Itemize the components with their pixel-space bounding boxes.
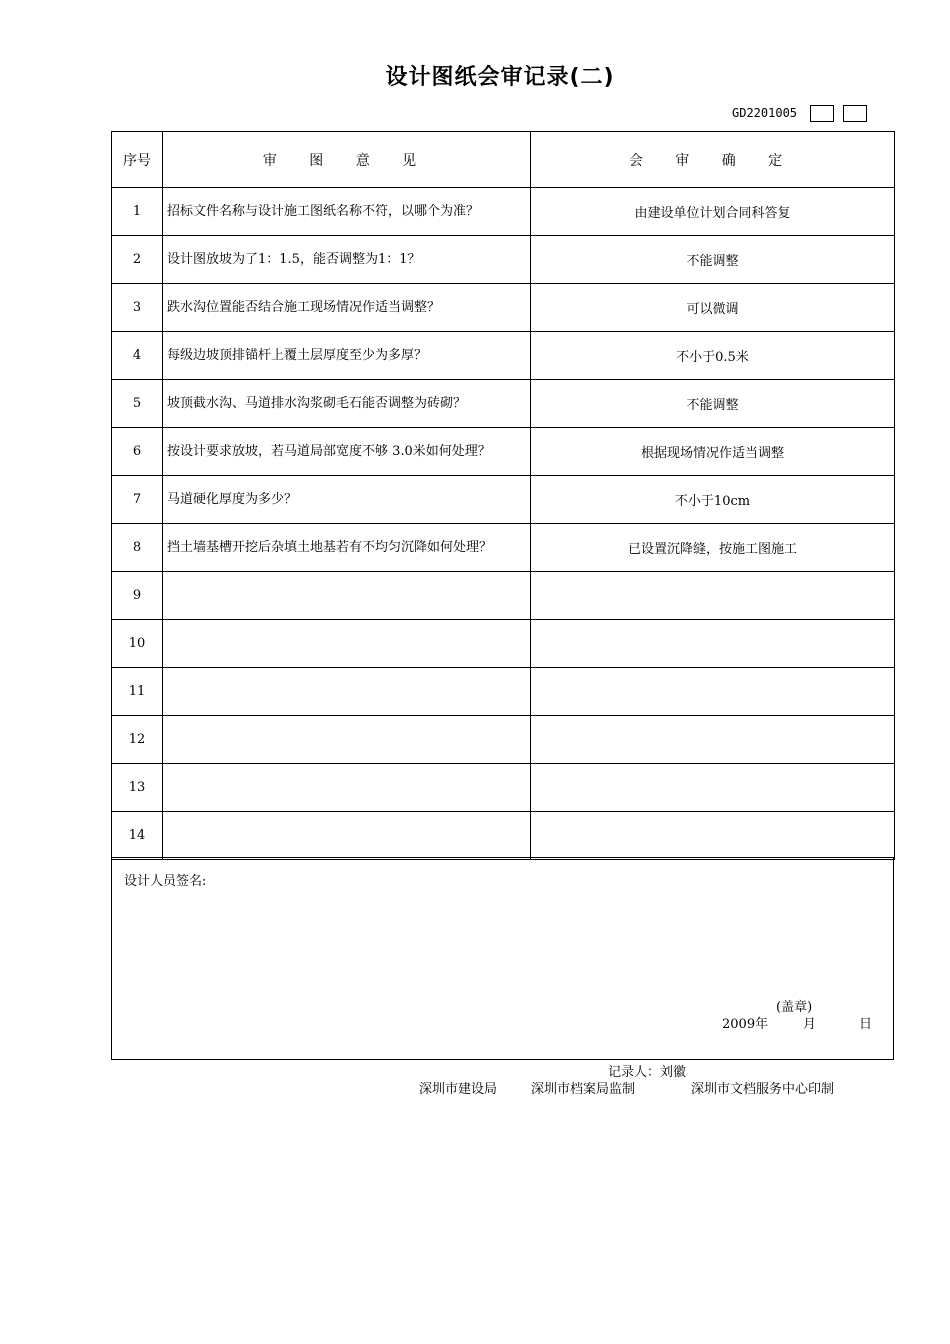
table-row [112,524,895,572]
row-seq: 7 [112,476,163,524]
table-row [112,572,895,620]
row-seq: 2 [112,236,163,284]
row-seq: 13 [112,764,163,812]
date-month: 月 [803,1017,817,1032]
table-row [112,764,895,812]
signature-label: 设计人员签名: [124,874,207,889]
row-seq: 9 [112,572,163,620]
table-row [112,620,895,668]
form-code: GD2201005 [732,106,798,120]
row-confirm: 根据现场情况作适当调整 [531,428,895,476]
row-opinion: 坡顶截水沟、马道排水沟浆砌毛石能否调整为砖砌？ [163,380,531,428]
page-title: 设计图纸会审记录(二) [385,65,615,90]
row-opinion [163,764,531,812]
signature-area [111,857,894,1060]
row-seq: 4 [112,332,163,380]
row-seq: 8 [112,524,163,572]
date-day: 日 [859,1017,873,1032]
footer-archives-bureau: 深圳市档案局监制 [531,1082,636,1097]
code-box-1[interactable] [810,105,834,122]
table-header-row [112,132,895,188]
row-confirm [531,620,895,668]
footer-document-center: 深圳市文档服务中心印制 [691,1082,835,1097]
footer-construction-bureau: 深圳市建设局 [419,1082,498,1097]
row-seq: 11 [112,668,163,716]
table-row [112,716,895,764]
row-seq: 3 [112,284,163,332]
table-row [112,476,895,524]
row-opinion: 按设计要求放坡，若马道局部宽度不够 3.0米如何处理？ [163,428,531,476]
row-opinion [163,620,531,668]
row-confirm [531,668,895,716]
review-table [111,131,895,860]
table-row [112,428,895,476]
seal-label: (盖章) [776,1000,813,1015]
row-seq: 1 [112,188,163,236]
row-confirm: 不能调整 [531,380,895,428]
row-confirm: 由建设单位计划合同科答复 [531,188,895,236]
recorder: 记录人：刘徽 [608,1065,687,1080]
row-opinion: 招标文件名称与设计施工图纸名称不符，以哪个为准？ [163,188,531,236]
row-seq: 10 [112,620,163,668]
row-opinion [163,572,531,620]
table-row [112,332,895,380]
row-opinion: 设计图放坡为了1：1.5，能否调整为1：1？ [163,236,531,284]
row-seq: 5 [112,380,163,428]
row-confirm [531,812,895,860]
date-year: 2009年 [722,1017,769,1032]
row-opinion: 挡土墙基槽开挖后杂填土地基若有不均匀沉降如何处理？ [163,524,531,572]
table-row [112,236,895,284]
row-opinion [163,812,531,860]
table-row [112,380,895,428]
row-confirm [531,572,895,620]
row-opinion: 跌水沟位置能否结合施工现场情况作适当调整？ [163,284,531,332]
table-row [112,188,895,236]
row-confirm: 不小于10cm [531,476,895,524]
row-opinion: 每级边坡顶排锚杆上覆土层厚度至少为多厚？ [163,332,531,380]
row-seq: 14 [112,812,163,860]
table-row [112,812,895,860]
row-seq: 6 [112,428,163,476]
row-confirm: 不能调整 [531,236,895,284]
row-opinion: 马道硬化厚度为多少？ [163,476,531,524]
header-opinion: 审 图 意 见 [163,132,531,188]
row-opinion [163,716,531,764]
row-confirm [531,716,895,764]
row-opinion [163,668,531,716]
code-box-2[interactable] [843,105,867,122]
table-row [112,668,895,716]
row-confirm [531,764,895,812]
header-seq: 序号 [112,132,163,188]
row-confirm: 已设置沉降缝，按施工图施工 [531,524,895,572]
row-confirm: 不小于0.5米 [531,332,895,380]
row-confirm: 可以微调 [531,284,895,332]
header-confirm: 会 审 确 定 [531,132,895,188]
table-row [112,284,895,332]
row-seq: 12 [112,716,163,764]
